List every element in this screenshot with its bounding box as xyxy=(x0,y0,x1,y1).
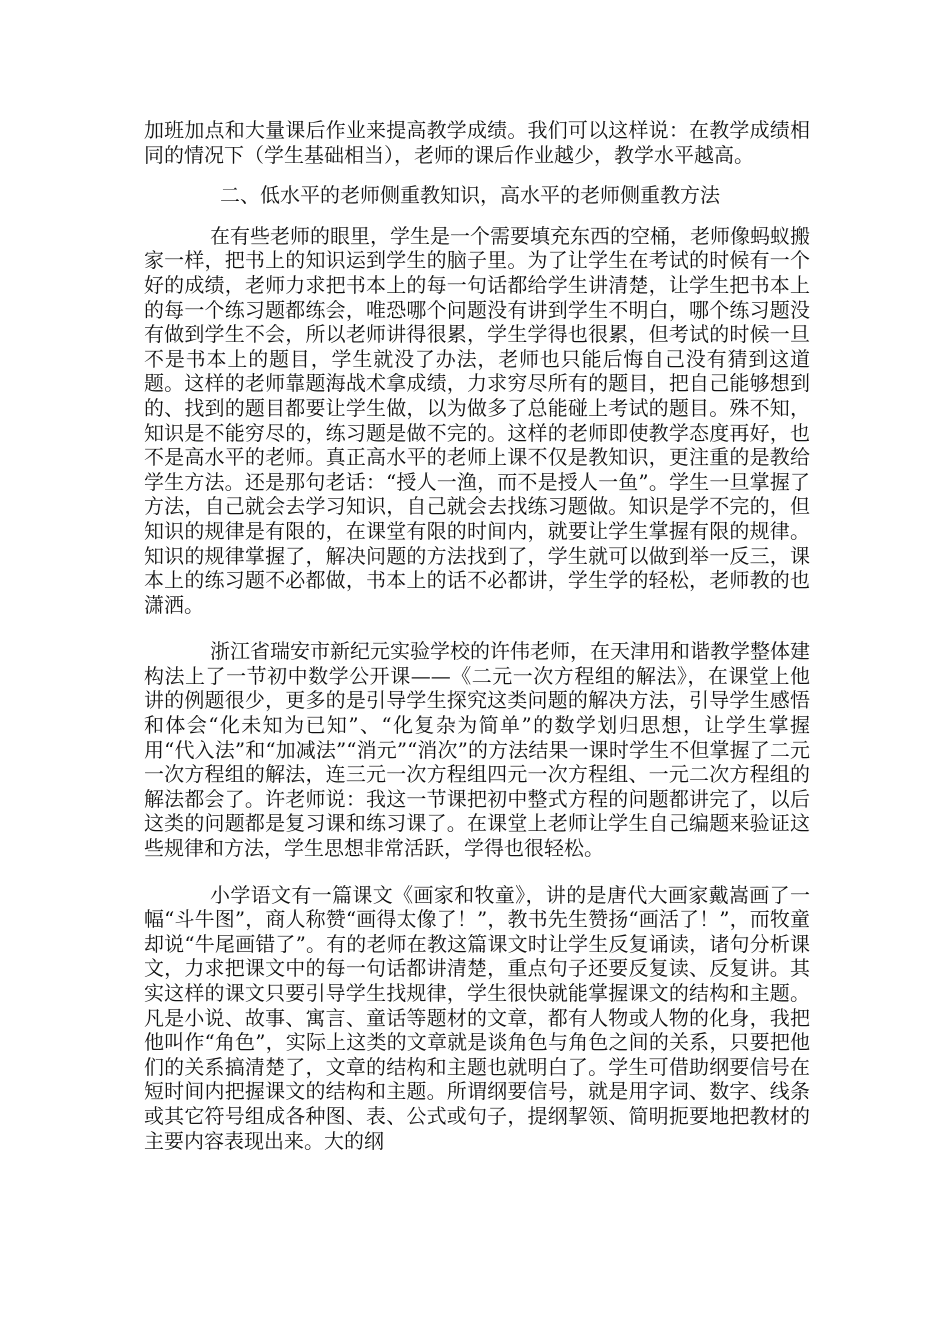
document-page xyxy=(144,118,810,1153)
paragraph-gap xyxy=(144,861,810,883)
paragraph-teaching-methods: 在有些老师的眼里，学生是一个需要填充东西的空桶，老师像蚂蚁搬家一样，把书上的知识运到学生的脑子里。为了让学生在考试的时候有一个好的成绩，老师力求把书本上的每一句话都给学生讲清楚，让学生把书本上的每一个练习题都练会，唯恐哪个问题没有讲到学生不明白，哪个练习题没有做到学生不会，所以老师讲得很累，学生学得也很累，但考试的时候一旦不是书本上的题目，学生就没了办法，老师也只能后悔自己没有猜到这道题。这样的老师靠题海战术拿成绩，力求穷尽所有的题目，把自己能够想到的、找到的题目都要让学生做，以为做多了总能碰上考试的题目。殊不知，知识是不能穷尽的，练习题是做不完的。这样的老师即使教学态度再好，也不是高水平的老师。真正高水平的老师上课不仅是教知识，更注重的是教给学生方法。还是那句老话：“授人一渔，而不是授人一鱼”。学生一旦掌握了方法，自己就会去学习知识，自己就会去找练习题做。知识是学不完的，但知识的规律是有限的，在课堂有限的时间内，就要让学生掌握有限的规律。知识的规律掌握了，解决问题的方法找到了，学生就可以做到举一反三，课本上的练习题不必都做，书本上的话不必都讲，学生学的轻松，老师教的也潇洒。 xyxy=(144,223,810,617)
section-heading: 二、低水平的老师侧重教知识，高水平的老师侧重教方法 xyxy=(220,183,720,208)
paragraph-chinese-lesson-example: 小学语文有一篇课文《画家和牧童》，讲的是唐代大画家戴嵩画了一幅“斗牛图”，商人称赞“画得太像了！”，教书先生赞扬“画活了！”，而牧童却说“牛尾画错了”。有的老师在教这篇课文时让学生反复诵读，诸句分析课文，力求把课文中的每一句话都讲清楚，重点句子还要反复读、反复讲。其实这样的课文只要引导学生找规律，学生很快就能掌握课文的结构和主题。凡是小说、故事、寓言、童话等题材的文章，都有人物或人物的化身，我把他叫作“角色”，实际上这类的文章就是谈角色与角色之间的关系，只要把他们的关系搞清楚了，文章的结构和主题也就明白了。学生可借助纲要信号在短时间内把握课文的结构和主题。所谓纲要信号，就是用字词、数字、线条或其它符号组成各种图、表、公式或句子，提纲挈领、简明扼要地把教材的主要内容表现出来。大的纲 xyxy=(144,882,810,1153)
paragraph-gap xyxy=(144,617,810,639)
paragraph-math-lesson-example: 浙江省瑞安市新纪元实验学校的许伟老师，在天津用和谐教学整体建构法上了一节初中数学公开课——《二元一次方程组的解法》，在课堂上他讲的例题很少，更多的是引导学生探究这类问题的解决方法，引导学生感悟和体会“化未知为已知”、“化复杂为简单”的数学划归思想，让学生掌握用“代入法”和“加减法”“消元”“消次”的方法结果一课时学生不但掌握了二元一次方程组的解法，连三元一次方程组四元一次方程组、一元二次方程组的解法都会了。许老师说：我这一节课把初中整式方程的问题都讲完了，以后这类的问题都是复习课和练习课了。在课堂上老师让学生自己编题来验证这些规律和方法，学生思想非常活跃，学得也很轻松。 xyxy=(144,639,810,861)
intro-paragraph: 加班加点和大量课后作业来提高教学成绩。我们可以这样说：在教学成绩相同的情况下（学生基础相当），老师的课后作业越少，教学水平越高。 xyxy=(144,118,810,167)
